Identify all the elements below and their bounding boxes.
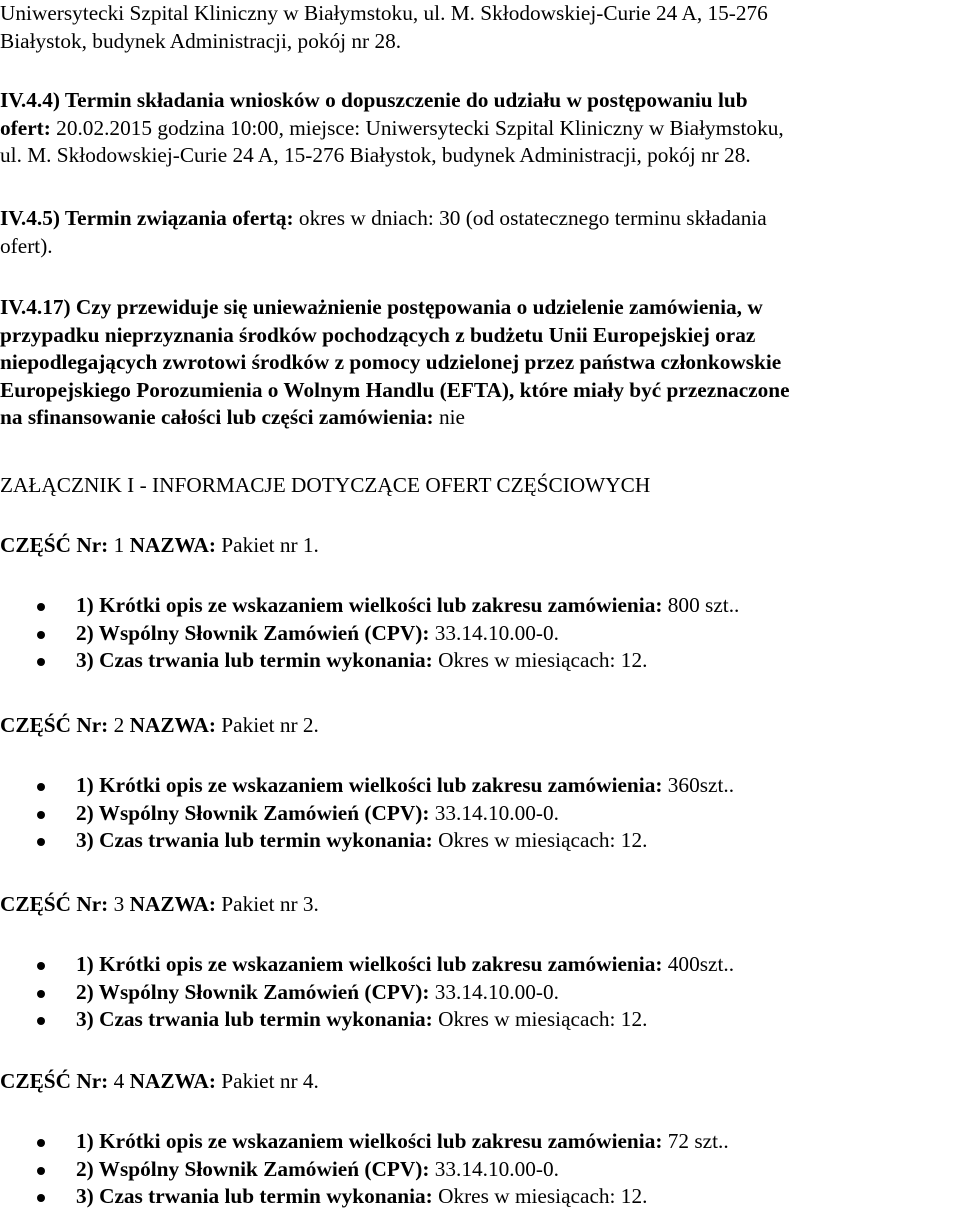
iv417-label: na sfinansowanie całości lub części zamówienia:: [0, 405, 434, 429]
part-name-label: NAZWA:: [129, 892, 216, 916]
bullet-icon: [37, 1017, 45, 1025]
section-iv-4-5: [0, 205, 960, 260]
bullet-icon: [37, 658, 45, 666]
iv417-line-5: [0, 404, 960, 432]
iv417-line-1: IV.4.17) Czy przewiduje się unieważnienie postępowania o udzielenie zamówienia, w: [0, 295, 763, 319]
section-iv-4-17: [0, 294, 960, 432]
iv45-line-1: [0, 205, 960, 233]
part-details-list: [0, 951, 960, 1034]
part-name: Pakiet nr 3.: [221, 892, 319, 916]
part-name: Pakiet nr 4.: [221, 1069, 319, 1093]
part-number-label: CZĘŚĆ Nr:: [0, 533, 109, 557]
item-label: 2) Wspólny Słownik Zamówień (CPV):: [76, 800, 430, 825]
part-details-list: [0, 772, 960, 855]
iv417-line-2: przypadku nieprzyznania środków pochodzących z budżetu Unii Europejskiej oraz: [0, 322, 756, 347]
bullet-icon: [37, 783, 45, 791]
part-heading: [0, 1068, 960, 1096]
item-value: Okres w miesiącach: 12.: [438, 828, 648, 852]
iv45-value-2: ofert).: [0, 233, 53, 258]
part-number-label: CZĘŚĆ Nr:: [0, 1069, 109, 1093]
bullet-icon: [37, 1194, 45, 1202]
part-number-label: CZĘŚĆ Nr:: [0, 713, 109, 737]
iv44-value-1: 20.02.2015 godzina 10:00, miejsce: Uniwersytecki Szpital Kliniczny w Białymstoku,: [56, 115, 784, 140]
part-name-label: NAZWA:: [129, 533, 216, 557]
list-item: [0, 592, 960, 620]
item-label: 2) Wspólny Słownik Zamówień (CPV):: [76, 979, 430, 1004]
item-value: 72 szt..: [667, 1129, 729, 1153]
item-value: 33.14.10.00-0.: [434, 1156, 559, 1181]
iv44-value-2: ul. M. Skłodowskiej-Curie 24 A, 15-276 Białystok, budynek Administracji, pokój nr 28.: [0, 143, 751, 167]
iv417-line-3: niepodlegających zwrotowi środków z pomocy udzielonej przez państwa członkowskie: [0, 350, 782, 374]
part-number: 1: [113, 533, 125, 557]
list-item: [0, 827, 960, 855]
item-label: 3) Czas trwania lub termin wykonania:: [76, 828, 433, 852]
part-name: Pakiet nr 2.: [221, 713, 319, 737]
section-iv-4-4: [0, 87, 960, 170]
bullet-icon: [37, 811, 45, 819]
list-item: [0, 1006, 960, 1034]
item-label: 1) Krótki opis ze wskazaniem wielkości lub zakresu zamówienia:: [76, 952, 663, 976]
bullet-icon: [37, 838, 45, 846]
part-details-list: [0, 592, 960, 675]
intro-paragraph: [0, 0, 960, 55]
list-item: [0, 1156, 960, 1184]
iv45-value-1: okres w dniach: 30 (od ostatecznego terminu składania: [298, 206, 767, 230]
part-heading: [0, 712, 960, 740]
bullet-icon: [37, 603, 45, 611]
item-value: 33.14.10.00-0.: [434, 800, 559, 825]
list-item: [0, 647, 960, 675]
part-number-label: CZĘŚĆ Nr:: [0, 892, 109, 916]
list-item: [0, 772, 960, 800]
item-value: Okres w miesiącach: 12.: [438, 1184, 648, 1208]
item-label: 2) Wspólny Słownik Zamówień (CPV):: [76, 620, 430, 645]
part-name-label: NAZWA:: [129, 713, 216, 737]
item-label: 2) Wspólny Słownik Zamówień (CPV):: [76, 1156, 430, 1181]
iv417-line-4: Europejskiego Porozumienia o Wolnym Handlu (EFTA), które miały być przeznaczone: [0, 377, 790, 402]
bullet-icon: [37, 1139, 45, 1147]
item-value: 400szt..: [667, 952, 735, 976]
bullet-icon: [37, 990, 45, 998]
item-label: 3) Czas trwania lub termin wykonania:: [76, 648, 433, 672]
iv44-heading: [0, 87, 960, 115]
annex-title: ZAŁĄCZNIK I - INFORMACJE DOTYCZĄCE OFERT CZĘŚCIOWYCH: [0, 473, 651, 497]
list-item: [0, 1183, 960, 1211]
part-number: 2: [113, 713, 125, 737]
item-value: Okres w miesiącach: 12.: [438, 1007, 648, 1031]
list-item: [0, 979, 960, 1007]
intro-line-1: Uniwersytecki Szpital Kliniczny w Białymstoku, ul. M. Skłodowskiej-Curie 24 A, 15-276: [0, 1, 768, 25]
list-item: [0, 800, 960, 828]
intro-line-2: Białystok, budynek Administracji, pokój nr 28.: [0, 28, 402, 53]
part-details-list: [0, 1128, 960, 1211]
item-value: 360szt..: [667, 773, 735, 797]
part-heading: [0, 532, 960, 560]
iv44-label-2: ofert:: [0, 115, 51, 140]
part-number: 4: [113, 1069, 125, 1093]
item-label: 1) Krótki opis ze wskazaniem wielkości lub zakresu zamówienia:: [76, 1129, 663, 1153]
part-name-label: NAZWA:: [129, 1069, 216, 1093]
part-number: 3: [113, 892, 125, 916]
list-item: [0, 1128, 960, 1156]
list-item: [0, 620, 960, 648]
bullet-icon: [37, 1167, 45, 1175]
item-label: 1) Krótki opis ze wskazaniem wielkości lub zakresu zamówienia:: [76, 773, 663, 797]
bullet-icon: [37, 962, 45, 970]
item-value: 33.14.10.00-0.: [434, 620, 559, 645]
iv44-label-1: IV.4.4) Termin składania wniosków o dopuszczenie do udziału w postępowaniu lub: [0, 88, 748, 112]
item-value: Okres w miesiącach: 12.: [438, 648, 648, 672]
part-heading: [0, 891, 960, 919]
iv44-line-2: [0, 115, 960, 143]
item-label: 3) Czas trwania lub termin wykonania:: [76, 1007, 433, 1031]
part-name: Pakiet nr 1.: [221, 533, 319, 557]
item-value: 33.14.10.00-0.: [434, 979, 559, 1004]
bullet-icon: [37, 631, 45, 639]
item-label: 1) Krótki opis ze wskazaniem wielkości lub zakresu zamówienia:: [76, 593, 663, 617]
iv417-value: nie: [438, 405, 465, 429]
item-label: 3) Czas trwania lub termin wykonania:: [76, 1184, 433, 1208]
iv45-label: IV.4.5) Termin związania ofertą:: [0, 206, 294, 230]
list-item: [0, 951, 960, 979]
item-value: 800 szt..: [667, 593, 740, 617]
